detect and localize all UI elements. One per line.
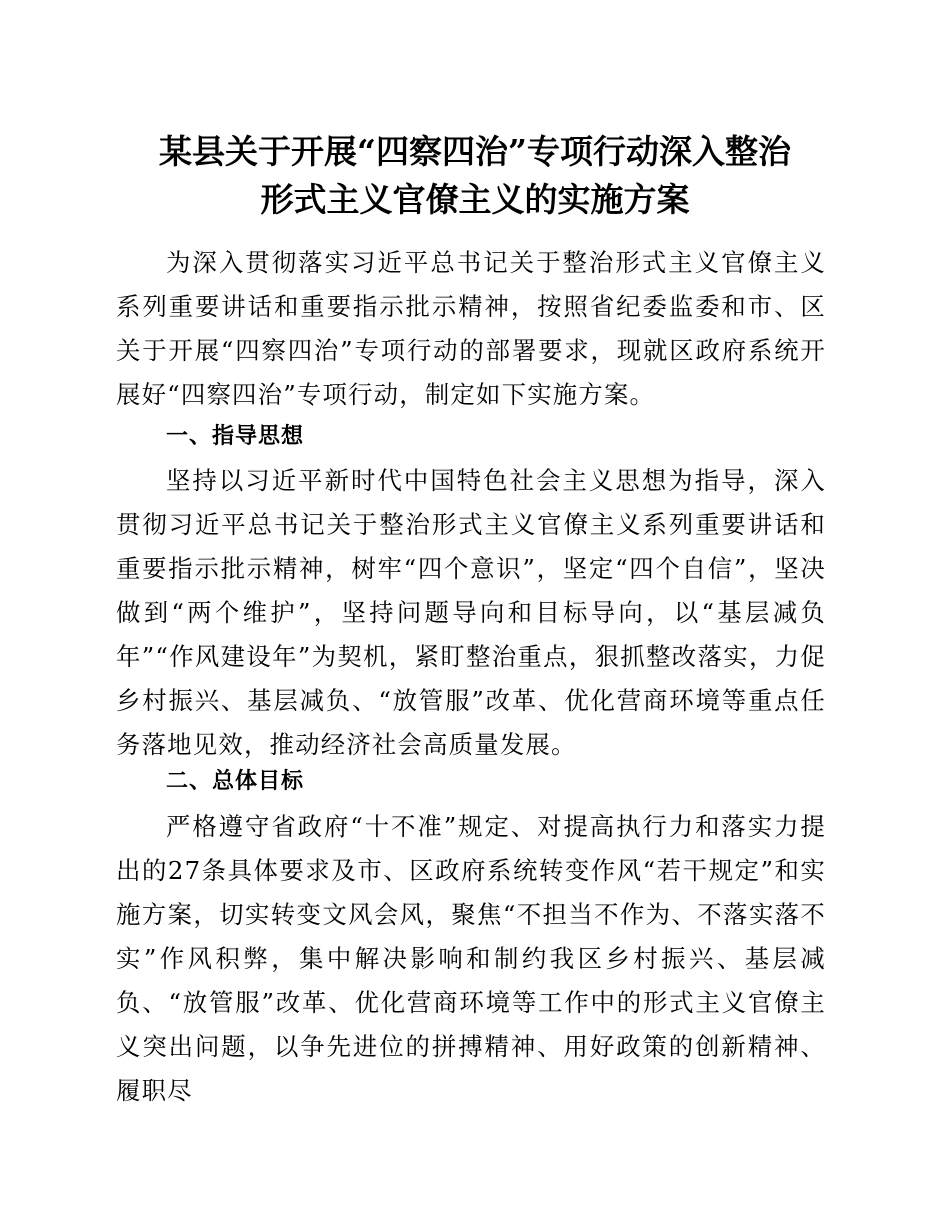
intro-paragraph: 为深入贯彻落实习近平总书记关于整治形式主义官僚主义系列重要讲话和重要指示批示精神，按照省纪委监委和市、区关于开展“四察四治”专项行动的部署要求，现就区政府系统开展好“四察四治”专项行动，制定如下实施方案。 — [116, 248, 826, 409]
document-title — [100, 128, 850, 224]
section-paragraph-overall-goal: 严格遵守省政府“十不准”规定、对提高执行力和落实力提出的27条具体要求及市、区政府系统转变作风“若干规定”和实施方案，切实转变文风会风，聚焦“不担当不作为、不落实落不实”作风积弊，集中解决影响和制约我区乡村振兴、基层减负、“放管服”改革、优化营商环境等工作中的形式主义官僚主义突出问题，以争先进位的拼搏精神、用好政策的创新精神、履职尽 — [116, 812, 826, 1105]
section-heading-guiding-ideology: 一、指导思想 — [166, 424, 305, 449]
document-title-line-1: 某县关于开展“四察四治”专项行动深入整治 — [159, 132, 791, 171]
section-paragraph-guiding-ideology: 坚持以习近平新时代中国特色社会主义思想为指导，深入贯彻习近平总书记关于整治形式主义官僚主义系列重要讲话和重要指示批示精神，树牢“四个意识”，坚定“四个自信”，坚决做到“两个维护”，坚持问题导向和目标导向，以“基层减负年”“作风建设年”为契机，紧盯整治重点，狠抓整改落实，力促乡村振兴、基层减负、“放管服”改革、优化营商环境等重点任务落地见效，推动经济社会高质量发展。 — [116, 466, 826, 759]
document-title-line-2: 形式主义官僚主义的实施方案 — [260, 180, 690, 219]
section-heading-overall-goal: 二、总体目标 — [166, 769, 305, 794]
